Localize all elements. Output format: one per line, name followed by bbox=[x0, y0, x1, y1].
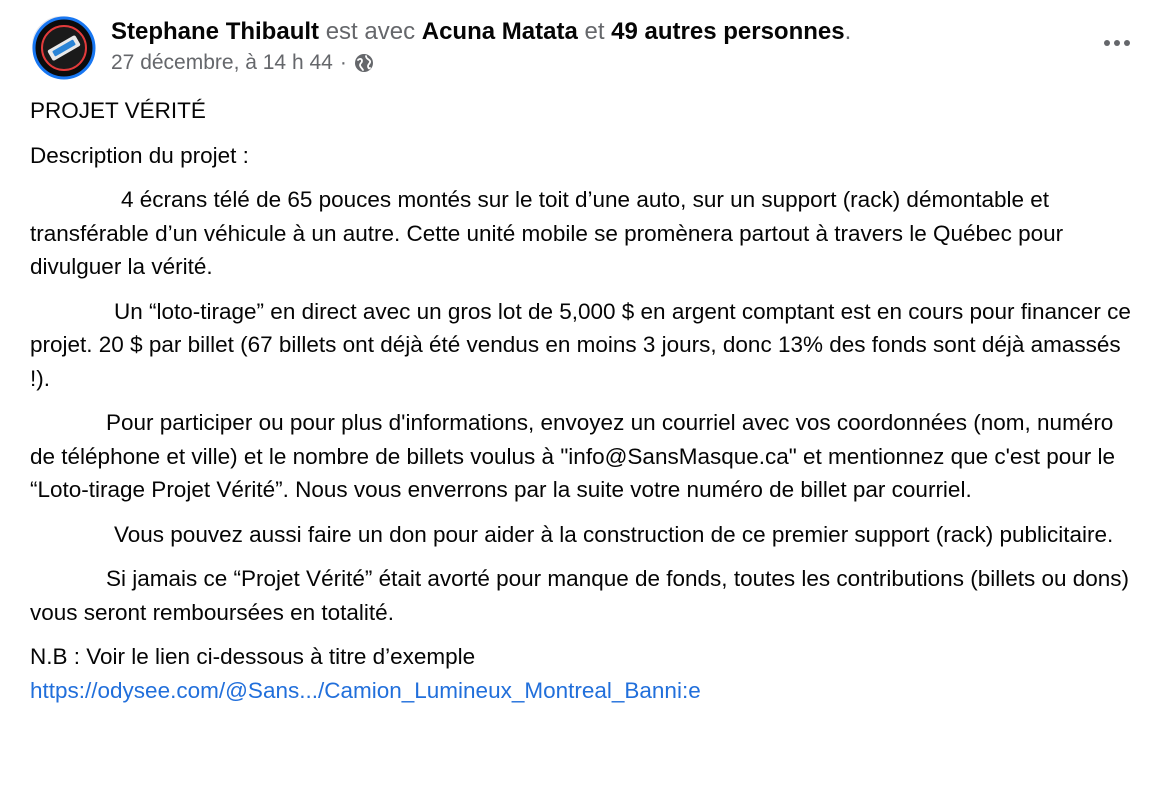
nb-note: N.B : Voir le lien ci-dessous à titre d’exemple bbox=[30, 644, 476, 669]
others-link[interactable]: 49 autres personnes bbox=[611, 18, 845, 45]
meta-separator: · bbox=[339, 51, 347, 74]
paragraph-lottery: Un “loto-tirage” en direct avec un gros lot de 5,000 $ en argent comptant est en cours pour financer ce projet. 20 $ par billet (67 billets ont déjà été vendus en moins 3 jours, donc 13% des fonds sont déjà amassés !). bbox=[30, 298, 1131, 391]
globe-icon[interactable] bbox=[354, 53, 374, 73]
post-title-line bbox=[111, 16, 851, 48]
paragraph-refund: Si jamais ce “Projet Vérité” était avorté pour manque de fonds, toutes les contributions (billets ou dons) vous seront remboursées en totalité. bbox=[30, 566, 1130, 625]
more-options-icon bbox=[1102, 39, 1132, 47]
paragraph-screens: 4 écrans télé de 65 pouces montés sur le toit d’une auto, sur un support (rack) démontable et transférable d’un véhicule à un autre. Cette unité mobile se promènera partout à travers le Québec pour divulguer la vérité. bbox=[30, 187, 1064, 279]
with-text: est avec bbox=[325, 18, 416, 45]
avatar-logo-icon bbox=[32, 16, 96, 80]
post-meta bbox=[111, 50, 374, 76]
avatar[interactable] bbox=[30, 14, 94, 78]
period: . bbox=[844, 18, 852, 45]
post-header bbox=[30, 14, 1140, 76]
odysee-link[interactable]: https://odysee.com/@Sans.../Camion_Lumineux_Montreal_Banni:e bbox=[30, 677, 701, 703]
post-body bbox=[30, 94, 1140, 707]
paragraph-participate: Pour participer ou pour plus d'informations, envoyez un courriel avec vos coordonnées (nom, numéro de téléphone et ville) et le nombre de billets voulus à "info@SansMasque.ca" et mentionnez que c'est pour le “Loto-tirage Projet Vérité”. Nous vous enverrons par la suite votre numéro de billet par courriel. bbox=[30, 410, 1115, 502]
post-heading: PROJET VÉRITÉ bbox=[30, 98, 206, 123]
description-label: Description du projet : bbox=[30, 142, 249, 168]
timestamp[interactable]: 27 décembre, à 14 h 44 bbox=[111, 51, 333, 74]
paragraph-donation: Vous pouvez aussi faire un don pour aider à la construction de ce premier support (rack) publicitaire. bbox=[114, 521, 1114, 547]
more-options-button[interactable] bbox=[1096, 28, 1138, 58]
and-text: et bbox=[584, 18, 605, 45]
author-name[interactable]: Stephane Thibault bbox=[111, 18, 320, 45]
tagged-person[interactable]: Acuna Matata bbox=[421, 18, 578, 45]
